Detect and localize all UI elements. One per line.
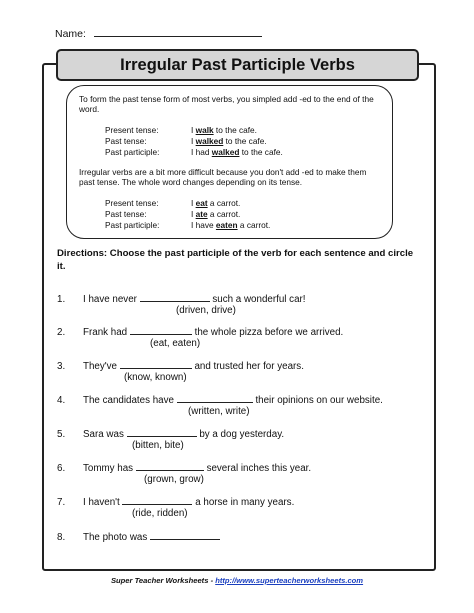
footer-brand: Super Teacher Worksheets bbox=[110, 576, 209, 585]
example-verb: eat bbox=[195, 198, 208, 208]
verb-choices[interactable]: (bitten, bite) bbox=[132, 440, 184, 451]
name-label: Name: bbox=[55, 28, 86, 40]
answer-blank[interactable] bbox=[140, 292, 210, 302]
example-row: Past participle: I have eaten a carrot. bbox=[105, 220, 271, 230]
answer-blank[interactable] bbox=[122, 495, 192, 505]
list-item: 3. They've and trusted her for years. bbox=[57, 361, 304, 372]
example-row: Present tense: I eat a carrot. bbox=[105, 198, 241, 208]
example-row: Present tense: I walk to the cafe. bbox=[105, 125, 257, 135]
answer-blank[interactable] bbox=[136, 461, 204, 471]
explanation-box bbox=[66, 85, 393, 239]
page-title: Irregular Past Participle Verbs bbox=[56, 49, 419, 81]
directions-text: Directions: Choose the past participle of the verb for each sentence and circle it. bbox=[57, 248, 414, 272]
verb-choices[interactable]: (eat, eaten) bbox=[150, 338, 201, 349]
list-item: 1. I have never such a wonderful car! bbox=[57, 294, 306, 305]
verb-choices[interactable]: (ride, ridden) bbox=[132, 508, 188, 519]
list-item: 6. Tommy has several inches this year. bbox=[57, 463, 312, 474]
example-row: Past tense: I walked to the cafe. bbox=[105, 136, 267, 146]
irregular-intro-text: Irregular verbs are a bit more difficult because you don't add -ed to make them past tense. The whole word changes depending on its tense. bbox=[79, 167, 367, 188]
example-row: Past participle: I had walked to the cafe. bbox=[105, 147, 283, 157]
footer-link[interactable]: http://www.superteacherworksheets.com bbox=[215, 576, 364, 585]
answer-blank[interactable] bbox=[150, 530, 220, 540]
answer-blank[interactable] bbox=[130, 325, 192, 335]
list-item: 8. The photo was bbox=[57, 530, 220, 543]
example-verb: eaten bbox=[215, 220, 238, 230]
example-verb: walked bbox=[195, 136, 224, 146]
answer-blank[interactable] bbox=[127, 427, 197, 437]
verb-choices[interactable]: (written, write) bbox=[188, 406, 250, 417]
list-item: 4. The candidates have their opinions on our website. bbox=[57, 395, 383, 406]
list-item: 7. I haven't a horse in many years. bbox=[57, 497, 295, 508]
example-verb: ate bbox=[195, 209, 208, 219]
list-item: 5. Sara was by a dog yesterday. bbox=[57, 429, 285, 440]
answer-blank[interactable] bbox=[177, 393, 253, 403]
example-verb: walked bbox=[211, 147, 240, 157]
name-field bbox=[55, 26, 262, 40]
verb-choices[interactable]: (grown, grow) bbox=[144, 474, 204, 485]
example-row: Past tense: I ate a carrot. bbox=[105, 209, 241, 219]
example-verb: walk bbox=[195, 125, 214, 135]
verb-choices[interactable]: (know, known) bbox=[124, 372, 187, 383]
footer-dash: - bbox=[210, 576, 214, 585]
list-item: 2. Frank had the whole pizza before we arrived. bbox=[57, 327, 344, 338]
verb-choices[interactable]: (driven, drive) bbox=[176, 305, 236, 316]
footer bbox=[0, 576, 474, 585]
name-blank[interactable] bbox=[94, 26, 262, 37]
answer-blank[interactable] bbox=[120, 359, 192, 369]
intro-text: To form the past tense form of most verbs, you simpled add -ed to the end of the word. bbox=[79, 94, 374, 115]
